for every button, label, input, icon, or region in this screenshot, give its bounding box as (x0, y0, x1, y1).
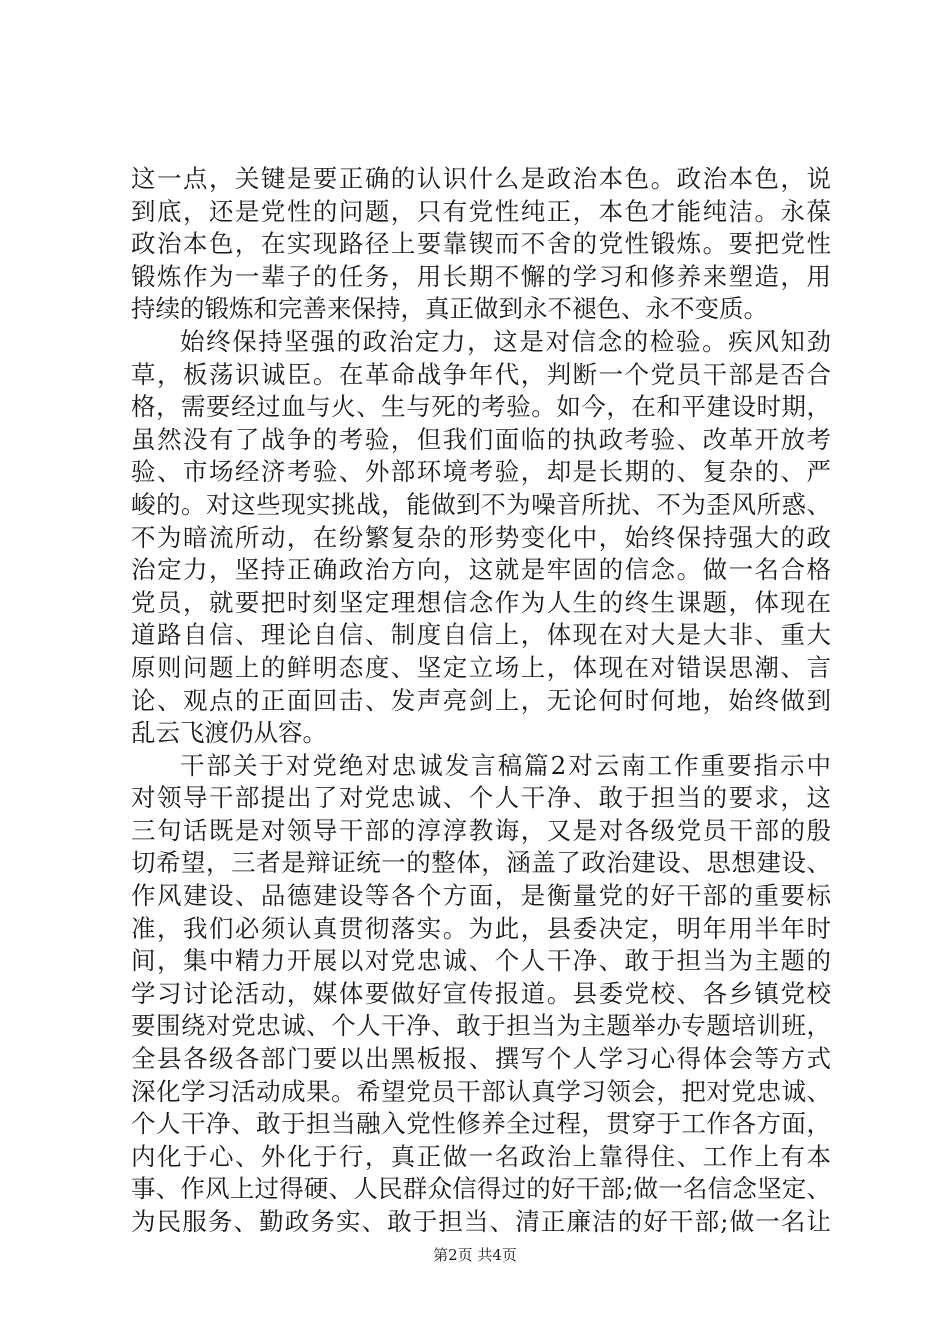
page-footer (0, 1244, 950, 1265)
paragraph-start-line: 干部关于对党绝对忠诚发言稿篇2对云南工作重要指示中 (180, 750, 831, 780)
text-line: 草，板荡识诚臣。在革命战争年代，判断一个党员干部是否合 (131, 359, 831, 389)
text-line: 事、作风上过得硬、人民群众信得过的好干部;做一名信念坚定、 (131, 1174, 831, 1204)
text-line: 切希望，三者是辩证统一的整体，涵盖了政治建设、思想建设、 (131, 848, 831, 878)
text-line: 三句话既是对领导干部的淳淳教诲，又是对各级党员干部的殷 (131, 815, 831, 845)
text-line: 格，需要经过血与火、生与死的考验。如今，在和平建设时期， (131, 392, 831, 422)
text-line: 内化于心、外化于行，真正做一名政治上靠得住、工作上有本 (131, 1141, 831, 1171)
text-line: 学习讨论活动，媒体要做好宣传报道。县委党校、各乡镇党校 (131, 978, 831, 1008)
text-line: 原则问题上的鲜明态度、坚定立场上，体现在对错误思潮、言 (131, 652, 831, 682)
text-line: 个人干净、敢于担当融入党性修养全过程，贯穿于工作各方面， (131, 1109, 831, 1139)
page-number-indicator: 第2页 共4页 (433, 1246, 517, 1264)
text-line: 不为暗流所动，在纷繁复杂的形势变化中，始终保持强大的政 (131, 522, 831, 552)
text-line: 要围绕对党忠诚、个人干净、敢于担当为主题举办专题培训班， (131, 1011, 831, 1041)
text-line: 到底，还是党性的问题，只有党性纯正，本色才能纯洁。永葆 (131, 196, 831, 226)
text-line: 对领导干部提出了对党忠诚、个人干净、敢于担当的要求，这 (131, 783, 831, 813)
text-line: 政治本色，在实现路径上要靠锲而不舍的党性锻炼。要把党性 (131, 229, 831, 259)
text-line: 全县各级各部门要以出黑板报、撰写个人学习心得体会等方式 (131, 1044, 831, 1074)
text-line: 虽然没有了战争的考验，但我们面临的执政考验、改革开放考 (131, 424, 831, 454)
text-line: 持续的锻炼和完善来保持，真正做到永不褪色、永不变质。 (131, 294, 768, 324)
text-line: 间，集中精力开展以对党忠诚、个人干净、敢于担当为主题的 (131, 946, 831, 976)
text-line: 锻炼作为一辈子的任务，用长期不懈的学习和修养来塑造，用 (131, 261, 831, 291)
text-line: 为民服务、勤政务实、敢于担当、清正廉洁的好干部;做一名让 (131, 1207, 831, 1236)
text-line: 这一点，关键是要正确的认识什么是政治本色。政治本色，说 (131, 164, 831, 193)
paragraph-start-line: 始终保持坚强的政治定力，这是对信念的检验。疾风知劲 (180, 326, 831, 356)
text-line: 深化学习活动成果。希望党员干部认真学习领会，把对党忠诚、 (131, 1076, 831, 1106)
text-line: 论、观点的正面回击、发声亮剑上，无论何时何地，始终做到 (131, 685, 831, 715)
text-line: 峻的。对这些现实挑战，能做到不为噪音所扰、不为歪风所惑、 (131, 489, 831, 519)
text-line: 验、市场经济考验、外部环境考验，却是长期的、复杂的、严 (131, 457, 831, 487)
text-line: 道路自信、理论自信、制度自信上，体现在对大是大非、重大 (131, 620, 831, 650)
text-line: 作风建设、品德建设等各个方面，是衡量党的好干部的重要标 (131, 881, 831, 911)
text-line: 治定力，坚持正确政治方向，这就是牢固的信念。做一名合格 (131, 555, 831, 585)
body-text (131, 163, 831, 1239)
text-line: 党员，就要把时刻坚定理想信念作为人生的终生课题，体现在 (131, 587, 831, 617)
text-line: 准，我们必须认真贯彻落实。为此，县委决定，明年用半年时 (131, 913, 831, 943)
text-line: 乱云飞渡仍从容。 (131, 718, 327, 748)
